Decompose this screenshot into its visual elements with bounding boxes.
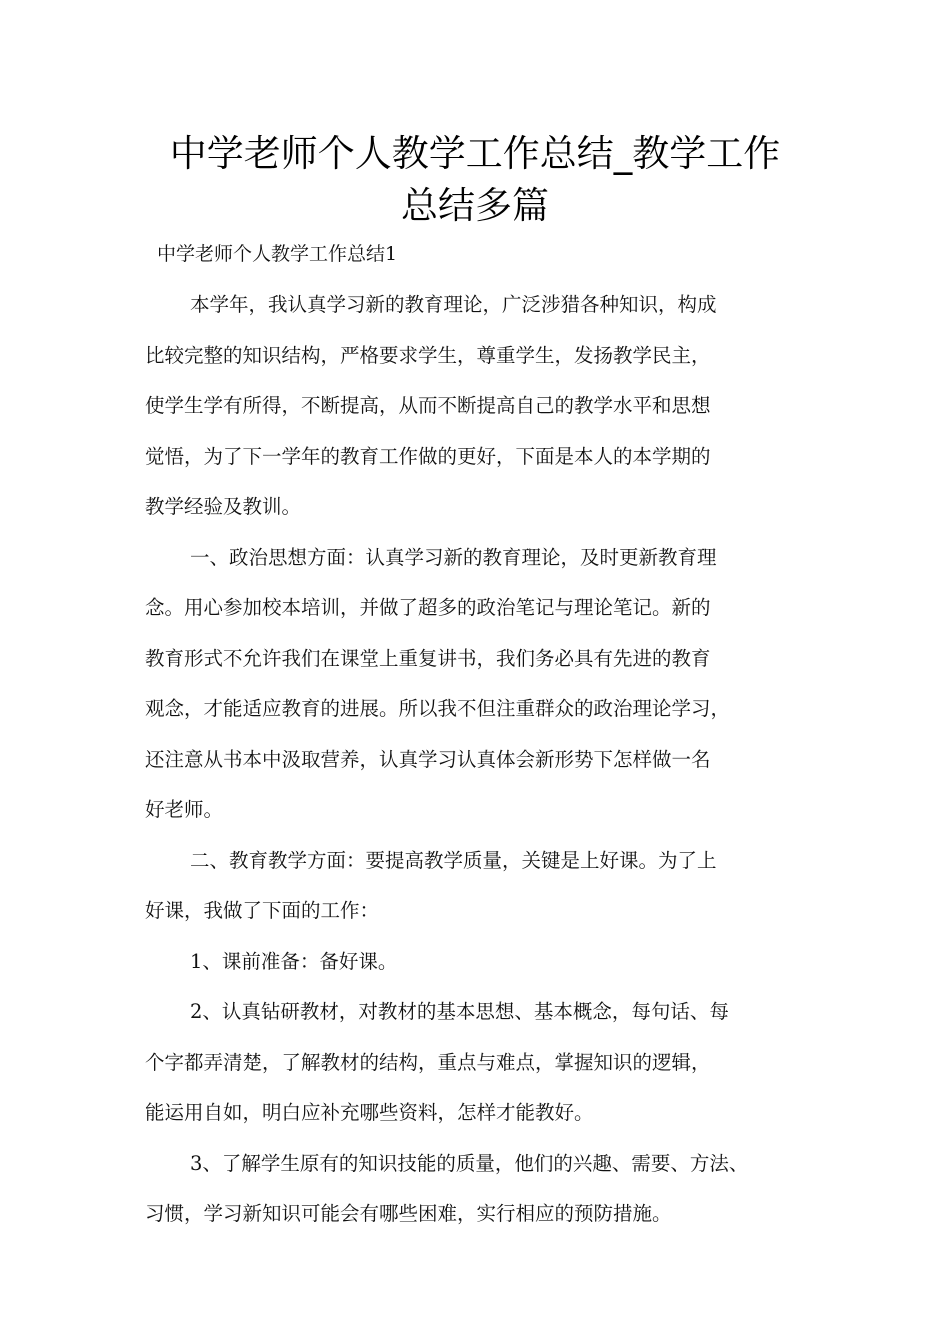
paragraph-line: 使学生学有所得，不断提高，从而不断提高自己的教学水平和思想 [145,394,711,417]
paragraph [145,533,825,836]
section-heading: 中学老师个人教学工作总结1 [157,243,398,265]
paragraph-line: 还注意从书本中汲取营养，认真学习认真体会新形势下怎样做一名 [145,747,711,771]
paragraph-line: 比较完整的知识结构，严格要求学生，尊重学生，发扬教学民主， [145,343,711,367]
document-title [120,128,830,232]
paragraph-line: 教育形式不允许我们在课堂上重复讲书，我们务必具有先进的教育 [145,646,711,670]
paragraph-line: 好课，我做了下面的工作： [145,899,380,922]
paragraph [145,987,825,1139]
paragraph-line: 念。用心参加校本培训，并做了超多的政治笔记与理论笔记。新的 [145,596,711,619]
title-line-1: 中学老师个人教学工作总结_教学工作 [169,132,781,175]
paragraph [145,937,825,988]
paragraph-line: 二、教育教学方面：要提高教学质量，关键是上好课。为了上 [190,848,717,872]
paragraph-line: 个字都弄清楚，了解教材的结构，重点与难点，掌握知识的逻辑， [145,1050,711,1074]
paragraph-line: 一、政治思想方面：认真学习新的教育理论，及时更新教育理 [190,545,717,569]
paragraph-line: 教学经验及教训。 [145,495,302,518]
document-body [145,280,825,1240]
paragraph-line: 能运用自如，明白应补充哪些资料，怎样才能教好。 [145,1101,594,1124]
paragraph-line: 1、课前准备：备好课。 [190,949,398,973]
paragraph [145,1139,825,1240]
paragraph [145,280,825,533]
paragraph-line: 本学年，我认真学习新的教育理论，广泛涉猎各种知识，构成 [190,293,717,316]
paragraph-line: 2、认真钻研教材，对教材的基本思想、基本概念，每句话、每 [190,1000,729,1023]
paragraph-line: 3、了解学生原有的知识技能的质量，他们的兴趣、需要、方法、 [190,1151,749,1175]
paragraph-line: 观念，才能适应教育的进展。所以我不但注重群众的政治理论学习， [145,697,731,720]
paragraph-line: 好老师。 [145,798,224,821]
paragraph [145,836,825,937]
paragraph-line: 觉悟，为了下一学年的教育工作做的更好，下面是本人的本学期的 [145,444,711,468]
title-line-2: 总结多篇 [401,184,549,227]
paragraph-line: 习惯，学习新知识可能会有哪些困难，实行相应的预防措施。 [145,1202,672,1225]
